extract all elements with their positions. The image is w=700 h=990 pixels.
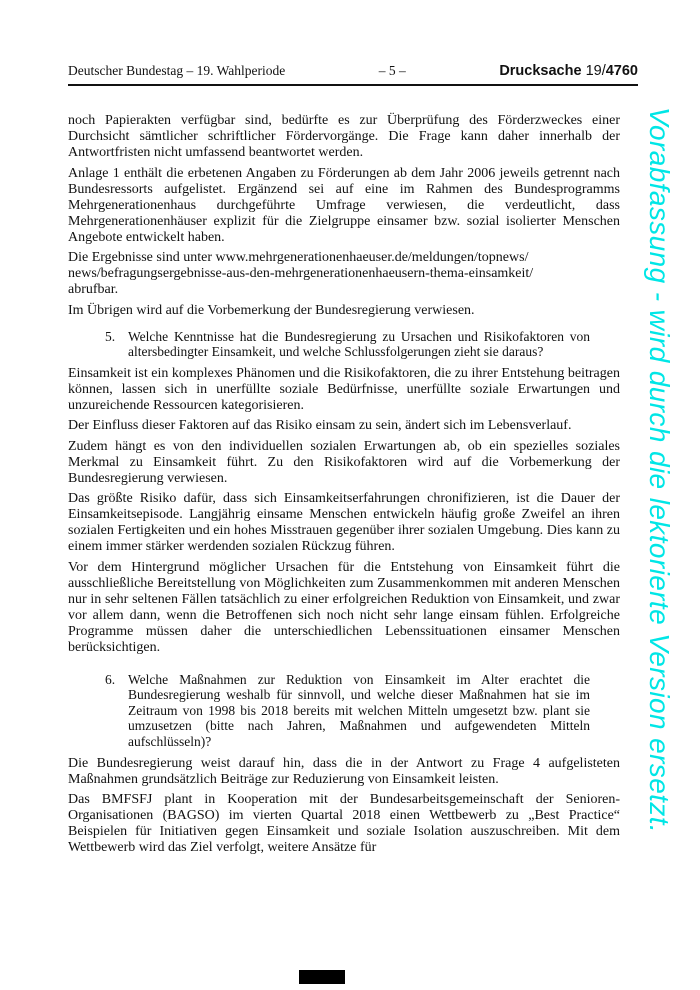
url-text-line: abrufbar. [68, 282, 119, 297]
paragraph: Das BMFSFJ plant in Kooperation mit der Bundesarbeitsgemeinschaft der Senioren-Organisationen (BAGSO) im vierten Quartal 2018 einen Wettbewerb zu „Best Practice“ Beispielen für Initiativen gegen Einsamkeit und soziale Isolation auszuschreiben. Mit dem Wettbewerb wird das Ziel verfolgt, weitere Ansätze für [68, 792, 620, 856]
question-text: Welche Kenntnisse hat die Bundesregierung zu Ursachen und Risikofaktoren von altersbedingter Einsamkeit, und welche Schlussfolgerungen zieht sie daraus? [128, 328, 590, 360]
paragraph-with-url [68, 250, 620, 298]
url-text-line: Die Ergebnisse sind unter www.mehrgenerationenhaeuser.de/meldungen/topnews/ [68, 250, 529, 265]
question-number: 5. [105, 328, 116, 344]
question-6 [105, 672, 590, 750]
paragraph: Vor dem Hintergrund möglicher Ursachen für die Entstehung von Einsamkeit führt die ausschließliche Bereitstellung von Möglichkeiten zum Zusammenkommen mit anderen Menschen nur in sehr seltenen Fällen tatsächlich zu einer erfolgreichen Reduktion von Einsamkeit, und zwar vor allem dann, wenn die Betroffenen sich noch nicht sehr lange einsam fühlen. Erfolgreiche Programme müssen daher die unterschiedlichen Lebenssituationen einsamer Menschen berücksichtigen. [68, 559, 620, 655]
question-5 [105, 329, 590, 360]
drucksache-session: 19/ [585, 63, 606, 79]
paragraph: Die Bundesregierung weist darauf hin, dass die in der Antwort zu Frage 4 aufgelisteten Maßnahmen grundsätzlich Beiträge zur Reduzierung von Einsamkeit leisten. [68, 755, 620, 787]
drucksache-doc-number: 4760 [605, 63, 638, 79]
print-registration-mark [299, 970, 345, 984]
header-drucksache-number [499, 63, 638, 79]
document-body [68, 113, 620, 861]
question-number: 6. [105, 671, 116, 687]
paragraph: Zudem hängt es von den individuellen sozialen Erwartungen ab, ob ein spezielles soziales Merkmal zu Einsamkeit führt. Zu den Risikofaktoren wird auf die Vorbemerkung der Bundesregierung verwiesen. [68, 438, 620, 486]
prerelease-watermark: Vorabfassung - wird durch die lektorierte Version ersetzt. [644, 107, 675, 834]
url-text-line: news/befragungsergebnisse-aus-den-mehrgenerationenhaeusern-thema-einsamkeit/ [68, 266, 534, 281]
paragraph: noch Papierakten verfügbar sind, bedürfte es zur Überprüfung des Förderzweckes einer Durchsicht sämtlicher schriftlicher Fördervorgänge. Die Frage kann daher innerhalb der Antwortfristen nicht umfassend beantwortet werden. [68, 113, 620, 160]
drucksache-label: Drucksache [499, 63, 582, 79]
page-number: – 5 – [378, 63, 406, 78]
paragraph: Anlage 1 enthält die erbetenen Angaben zu Förderungen ab dem Jahr 2006 jeweils getrennt nach Bundesressorts aufgelistet. Ergänzend sei auf eine im Rahmen des Bundesprogramms Mehrgenerationenhaus durchgeführte Umfrage verwiesen, die verdeutlicht, dass Mehrgenerationenhäuser explizit für die Zielgruppe einsamer bzw. sozial isolierter Menschen Angebote entwickelt haben. [68, 165, 620, 245]
paragraph: Das größte Risiko dafür, dass sich Einsamkeitserfahrungen chronifizieren, ist die Dauer der Einsamkeitsepisode. Langjährig einsame Menschen entwickeln häufig große Zweifel an ihren sozialen Fertigkeiten und ein hohes Misstrauen gegenüber ihrer sozialen Umgebung. Dies kann zu einem immer stärker werdenden sozialen Rückzug führen. [68, 491, 620, 555]
paragraph: Der Einfluss dieser Faktoren auf das Risiko einsam zu sein, ändert sich im Lebensverlauf. [68, 418, 572, 434]
header-parliament-label: Deutscher Bundestag – 19. Wahlperiode [68, 63, 286, 78]
page-header [68, 63, 638, 86]
question-text: Welche Maßnahmen zur Reduktion von Einsamkeit im Alter erachtet die Bundesregierung weshalb für sinnvoll, und welche dieser Maßnahmen hat sie im Zeitraum von 1998 bis 2018 bereits mit welchen Mitteln umgesetzt bzw. plant sie umzusetzen (bitte nach Jahren, Maßnahmen und aufgewendeten Mitteln aufschlüsseln)? [128, 671, 590, 750]
paragraph: Einsamkeit ist ein komplexes Phänomen und die Risikofaktoren, die zu ihrer Entstehung beitragen können, lassen sich in unerfüllte soziale Bedürfnisse, unerfüllte soziale Erwartungen und unzureichende Ressourcen kategorisieren. [68, 365, 620, 413]
paragraph: Im Übrigen wird auf die Vorbemerkung der Bundesregierung verwiesen. [68, 302, 475, 318]
